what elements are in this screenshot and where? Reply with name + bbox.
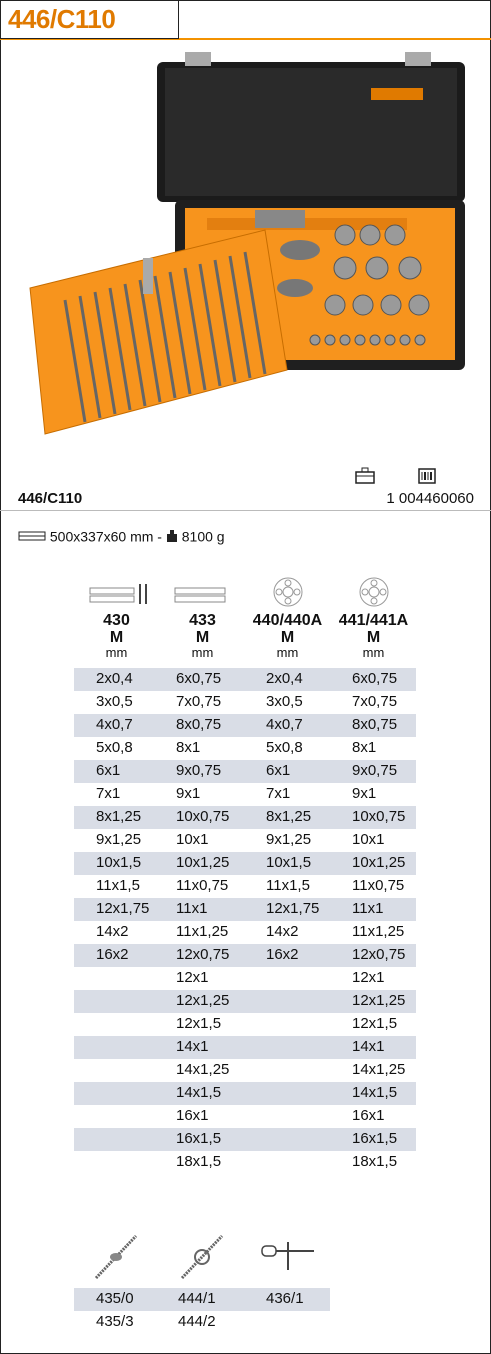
table-cell: 11x1,25 xyxy=(176,923,229,940)
col-unit: M xyxy=(280,629,295,646)
table-cell: 3x0,5 xyxy=(266,693,303,710)
table-cell: 2x0,4 xyxy=(266,670,303,687)
machine-tap-icon xyxy=(173,582,229,606)
col-header-430 xyxy=(74,612,159,660)
accessory-table xyxy=(74,1288,330,1334)
col-header-433 xyxy=(160,612,245,660)
table-cell: 11x1,5 xyxy=(266,877,310,894)
table-row xyxy=(74,737,416,760)
table-cell: 9x0,75 xyxy=(352,762,398,779)
table-row xyxy=(74,760,416,783)
table-cell: 12x1 xyxy=(352,969,385,986)
accessory-cell: 435/3 xyxy=(96,1313,134,1330)
col-subunit: mm xyxy=(191,645,214,660)
table-cell: 10x0,75 xyxy=(352,808,406,825)
table-cell: 10x1,25 xyxy=(352,854,406,871)
weight-value: 8100 g xyxy=(181,528,225,545)
table-row xyxy=(74,1082,416,1105)
table-cell: 11x1,5 xyxy=(96,877,140,894)
accessory-cell: 444/1 xyxy=(178,1290,216,1307)
tap-icon xyxy=(88,582,150,606)
table-row xyxy=(74,783,416,806)
table-cell: 4x0,7 xyxy=(96,716,133,733)
table-cell: 11x1 xyxy=(176,900,208,917)
table-cell: 14x2 xyxy=(96,923,129,940)
col-subunit: mm xyxy=(276,645,299,660)
table-row xyxy=(74,1128,416,1151)
table-cell: 14x1,5 xyxy=(176,1084,222,1101)
col-header-440 xyxy=(245,612,330,660)
table-row xyxy=(74,898,416,921)
title-bar xyxy=(0,0,491,40)
table-cell: 12x0,75 xyxy=(176,946,230,963)
size-table xyxy=(74,668,416,1174)
case-icon xyxy=(354,466,376,486)
table-cell: 16x1,5 xyxy=(352,1130,398,1147)
table-cell: 12x0,75 xyxy=(352,946,406,963)
table-row xyxy=(74,691,416,714)
table-cell: 6x1 xyxy=(266,762,291,779)
col-header-441 xyxy=(331,612,416,660)
table-cell: 5x0,8 xyxy=(266,739,303,756)
table-cell: 10x1,25 xyxy=(176,854,230,871)
round-die-fine-icon xyxy=(358,576,390,608)
table-row xyxy=(74,806,416,829)
weight-icon xyxy=(166,529,178,543)
table-cell: 12x1,75 xyxy=(96,900,150,917)
table-row xyxy=(74,990,416,1013)
table-cell: 14x2 xyxy=(266,923,299,940)
table-cell: 18x1,5 xyxy=(176,1153,222,1170)
table-cell: 18x1,5 xyxy=(352,1153,398,1170)
table-row xyxy=(74,852,416,875)
table-cell: 7x0,75 xyxy=(352,693,398,710)
t-handle-icon xyxy=(258,1240,318,1274)
table-cell: 12x1,5 xyxy=(176,1015,222,1032)
page-title: 446/C110 xyxy=(8,4,116,34)
table-cell: 8x1 xyxy=(352,739,377,756)
table-cell: 8x1,25 xyxy=(96,808,142,825)
table-cell: 14x1 xyxy=(176,1038,209,1055)
tap-wrench-icon xyxy=(92,1232,140,1282)
table-cell: 4x0,7 xyxy=(266,716,303,733)
table-cell: 11x0,75 xyxy=(352,877,405,894)
product-model: 446/C110 xyxy=(18,490,83,507)
accessory-cell: 436/1 xyxy=(266,1290,304,1307)
col-name: 430 xyxy=(103,612,130,629)
table-cell: 14x1,25 xyxy=(352,1061,406,1078)
table-cell: 2x0,4 xyxy=(96,670,133,687)
col-unit: M xyxy=(109,629,124,646)
table-cell: 11x1,25 xyxy=(352,923,405,940)
table-row xyxy=(74,967,416,990)
table-cell: 10x1,5 xyxy=(96,854,142,871)
table-cell: 9x1 xyxy=(352,785,377,802)
table-cell: 9x0,75 xyxy=(176,762,222,779)
table-cell: 16x1 xyxy=(352,1107,385,1124)
table-cell: 11x0,75 xyxy=(176,877,229,894)
table-cell: 16x2 xyxy=(96,946,129,963)
table-cell: 14x1 xyxy=(352,1038,385,1055)
col-name: 440/440A xyxy=(252,612,323,629)
table-cell: 12x1,5 xyxy=(352,1015,398,1032)
col-unit: M xyxy=(366,629,381,646)
table-cell: 7x1 xyxy=(96,785,121,802)
table-cell: 9x1,25 xyxy=(266,831,312,848)
table-row xyxy=(74,1105,416,1128)
col-name: 433 xyxy=(189,612,216,629)
table-row xyxy=(74,1151,416,1174)
table-row xyxy=(74,829,416,852)
product-photo xyxy=(25,50,470,445)
table-cell: 3x0,5 xyxy=(96,693,133,710)
table-row xyxy=(74,1059,416,1082)
table-row xyxy=(74,875,416,898)
table-cell: 7x0,75 xyxy=(176,693,222,710)
table-cell: 5x0,8 xyxy=(96,739,133,756)
table-cell: 16x1 xyxy=(176,1107,209,1124)
specs-separator: - xyxy=(157,528,162,545)
table-cell: 8x1 xyxy=(176,739,201,756)
table-cell: 11x1 xyxy=(352,900,384,917)
product-code: 1 004460060 xyxy=(386,490,474,507)
table-cell: 10x1,5 xyxy=(266,854,312,871)
table-cell: 7x1 xyxy=(266,785,291,802)
table-cell: 12x1,25 xyxy=(176,992,230,1009)
table-cell: 8x0,75 xyxy=(176,716,222,733)
barcode-icon xyxy=(417,466,437,486)
dimensions-icon xyxy=(18,530,46,542)
round-die-icon xyxy=(272,576,304,608)
table-row xyxy=(74,714,416,737)
table-cell: 8x0,75 xyxy=(352,716,398,733)
table-cell: 14x1,25 xyxy=(176,1061,230,1078)
table-cell: 9x1 xyxy=(176,785,201,802)
dimensions-value: 500x337x60 mm xyxy=(49,528,154,545)
table-cell: 10x0,75 xyxy=(176,808,230,825)
accessory-row xyxy=(74,1288,330,1311)
die-stock-icon xyxy=(178,1232,226,1282)
table-row xyxy=(74,944,416,967)
table-cell: 16x1,5 xyxy=(176,1130,222,1147)
table-cell: 6x1 xyxy=(96,762,121,779)
accessory-row xyxy=(74,1311,330,1334)
table-row xyxy=(74,668,416,691)
table-cell: 8x1,25 xyxy=(266,808,312,825)
table-row xyxy=(74,1036,416,1059)
table-cell: 12x1,25 xyxy=(352,992,406,1009)
brand-logo xyxy=(371,88,423,100)
table-row xyxy=(74,921,416,944)
table-cell: 16x2 xyxy=(266,946,299,963)
accessory-cell: 444/2 xyxy=(178,1313,216,1330)
product-code-row xyxy=(0,488,491,511)
table-row xyxy=(74,1013,416,1036)
table-cell: 9x1,25 xyxy=(96,831,142,848)
specs-line xyxy=(18,527,225,544)
table-cell: 6x0,75 xyxy=(352,670,398,687)
accessory-cell: 435/0 xyxy=(96,1290,134,1307)
col-subunit: mm xyxy=(362,645,385,660)
col-subunit: mm xyxy=(105,645,128,660)
table-cell: 10x1 xyxy=(352,831,385,848)
table-cell: 6x0,75 xyxy=(176,670,222,687)
table-cell: 14x1,5 xyxy=(352,1084,398,1101)
col-name: 441/441A xyxy=(338,612,409,629)
table-cell: 12x1,75 xyxy=(266,900,320,917)
col-unit: M xyxy=(195,629,210,646)
table-cell: 10x1 xyxy=(176,831,209,848)
table-cell: 12x1 xyxy=(176,969,209,986)
